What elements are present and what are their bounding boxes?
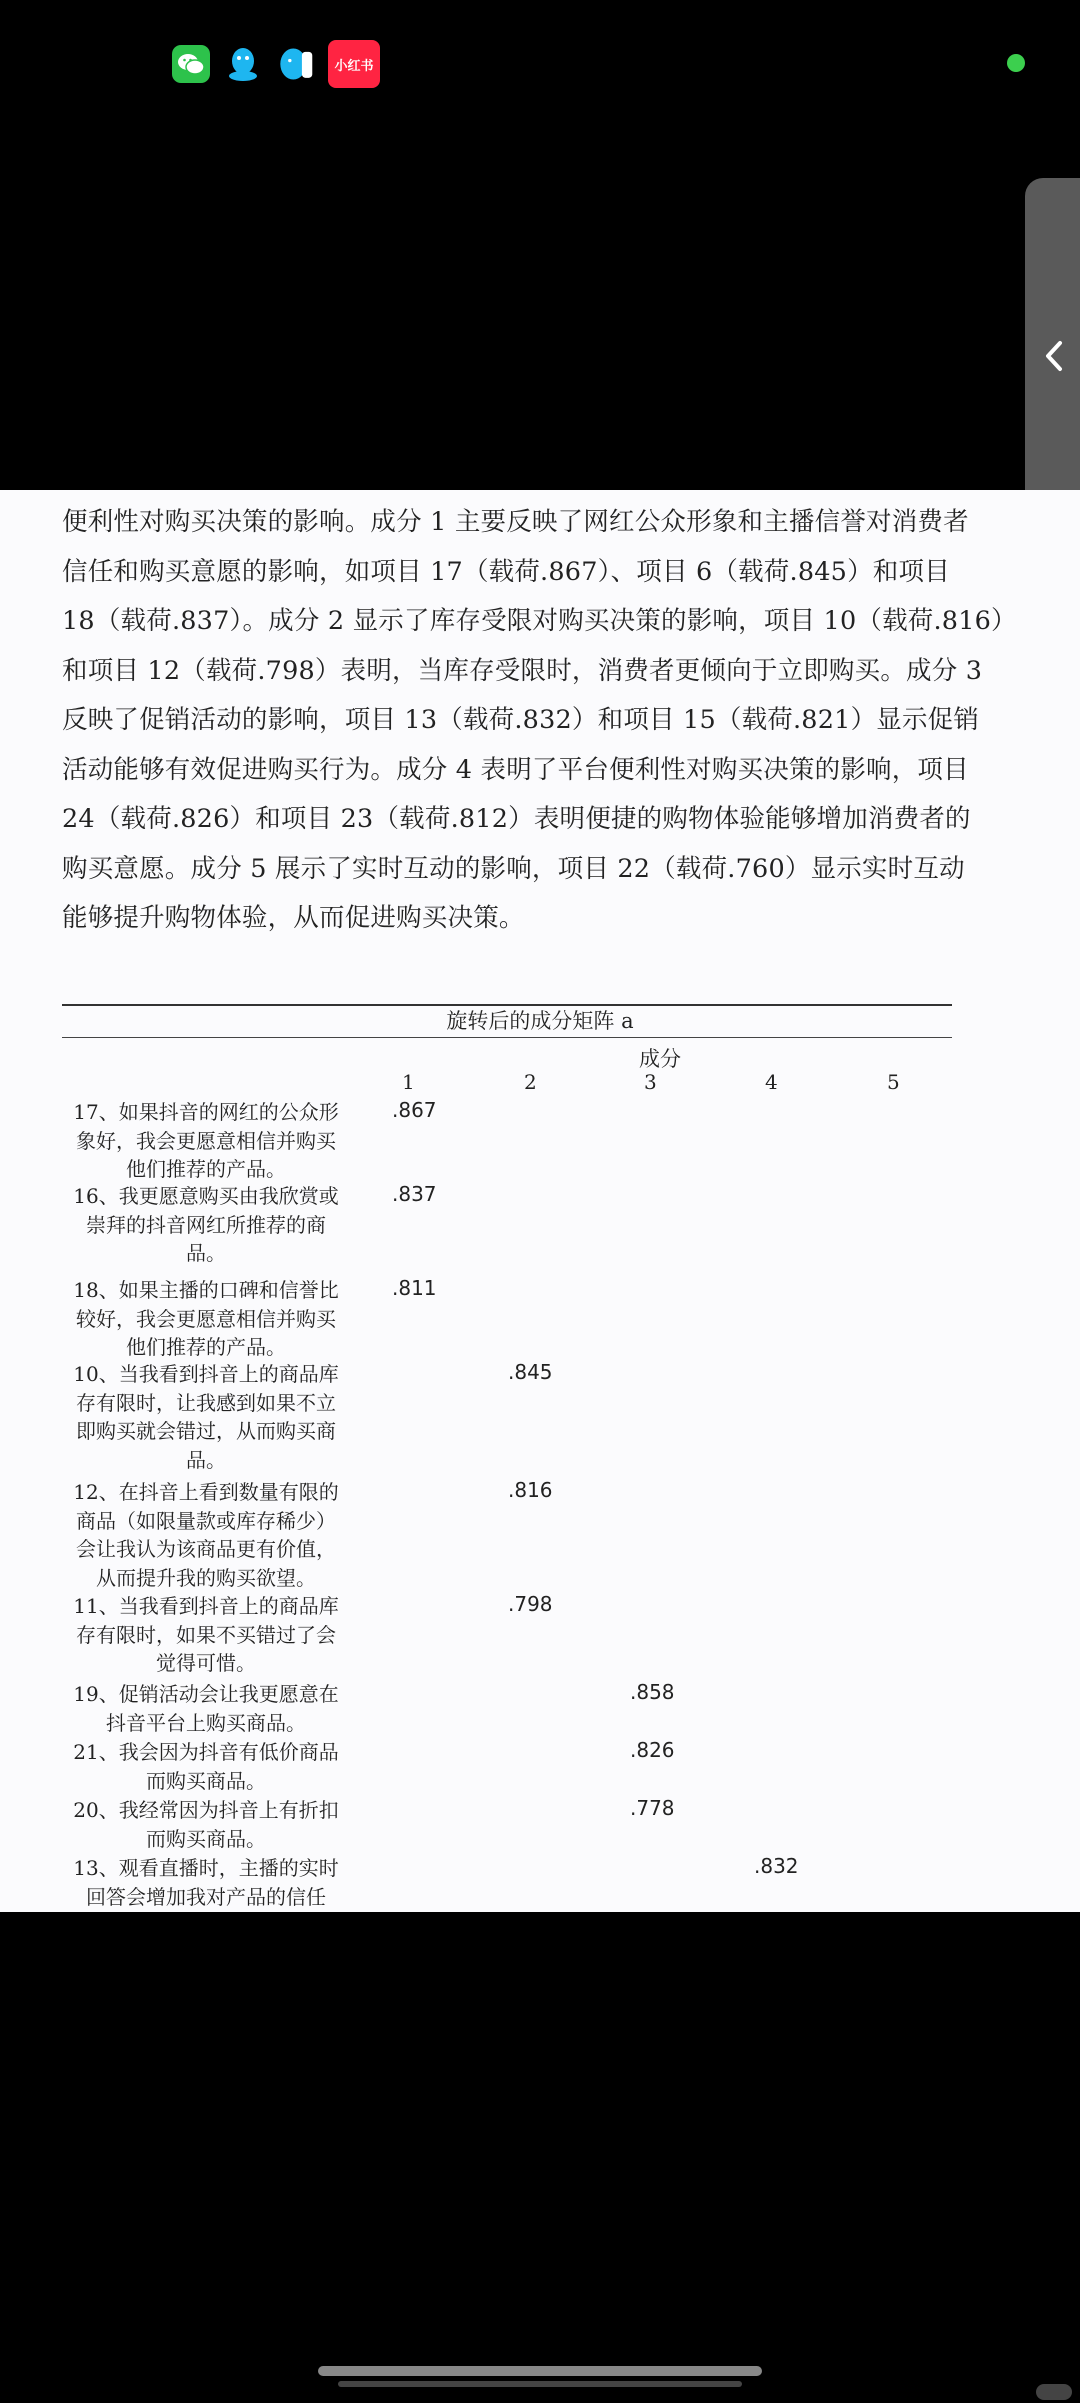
row-label <box>58 1276 354 1362</box>
table-cell-col-4 <box>754 1854 799 1878</box>
row-label <box>58 1592 354 1678</box>
row-label-line: 21、我会因为抖音有低价商品 <box>73 1740 339 1764</box>
row-label-line: 他们推荐的产品。 <box>126 1157 286 1181</box>
row-label-line: 他们推荐的产品。 <box>126 1335 286 1359</box>
column-header-1: 1 <box>402 1070 415 1094</box>
document-page <box>0 490 1080 1912</box>
cell-value: .837 <box>392 1182 437 1206</box>
row-label-line: 10、当我看到抖音上的商品库 <box>73 1362 339 1386</box>
row-label <box>58 1182 354 1268</box>
row-label <box>58 1738 354 1795</box>
row-label <box>58 1478 354 1592</box>
paragraph-line: 购买意愿。成分 5 展示了实时互动的影响，项目 22（载荷.760）显示实时互动 <box>62 853 965 884</box>
row-label-line: 16、我更愿意购买由我欣赏或 <box>73 1184 339 1208</box>
cell-value: .811 <box>392 1276 437 1300</box>
row-label-line: 11、当我看到抖音上的商品库 <box>73 1594 339 1618</box>
cell-value: .826 <box>630 1738 675 1762</box>
table-cell-col-2 <box>508 1592 553 1616</box>
cell-value: .798 <box>508 1592 553 1616</box>
cell-value: .832 <box>754 1854 799 1878</box>
table-cell-col-3 <box>630 1680 675 1704</box>
column-header-3: 3 <box>644 1070 657 1094</box>
paragraph-line: 活动能够有效促进购买行为。成分 4 表明了平台便利性对购买决策的影响，项目 <box>62 754 969 785</box>
column-header-2: 2 <box>524 1070 537 1094</box>
table-cell-col-2 <box>508 1360 553 1384</box>
row-label-line: 品。 <box>186 1447 226 1472</box>
table-cell-col-3 <box>630 1738 675 1762</box>
row-label-line: 13、观看直播时，主播的实时 <box>73 1856 339 1880</box>
cell-value: .778 <box>630 1796 675 1820</box>
table-cell-col-2 <box>508 1478 553 1502</box>
column-header-5: 5 <box>887 1070 900 1094</box>
row-label-line: 而购买商品。 <box>146 1768 266 1793</box>
row-label-line: 商品（如限量款或库存稀少） <box>76 1508 336 1533</box>
row-label-line: 抖音平台上购买商品。 <box>106 1710 306 1735</box>
column-header-4: 4 <box>765 1070 778 1094</box>
camera-indicator-dot <box>1007 54 1025 72</box>
table-title: 旋转后的成分矩阵 a <box>446 1009 634 1033</box>
cell-value: .845 <box>508 1360 553 1384</box>
cell-value: .816 <box>508 1478 553 1502</box>
paragraph-line: 24（载荷.826）和项目 23（载荷.812）表明便捷的购物体验能够增加消费者的 <box>62 804 971 834</box>
row-label <box>58 1098 354 1184</box>
side-panel-handle[interactable] <box>1025 178 1080 533</box>
row-label-line: 品。 <box>186 1241 226 1265</box>
row-label-line: 12、在抖音上看到数量有限的 <box>73 1480 339 1504</box>
row-label-line: 17、如果抖音的网红的公众形 <box>73 1100 339 1124</box>
row-label-line: 存有限时，如果不买错过了会 <box>76 1622 336 1647</box>
qq-icon <box>224 45 262 83</box>
row-label-line: 20、我经常因为抖音上有折扣 <box>73 1798 339 1822</box>
qq-alt-icon <box>276 45 314 83</box>
home-indicator[interactable] <box>318 2366 762 2376</box>
chevron-left-icon <box>1044 339 1066 373</box>
body-paragraph <box>62 498 1017 944</box>
row-label-line: 存有限时，让我感到如果不立 <box>76 1390 336 1415</box>
paragraph-line: 18（载荷.837）。成分 2 显示了库存受限对购买决策的影响，项目 10（载荷.816） <box>62 606 1017 636</box>
row-label-line: 从而提升我的购买欲望。 <box>96 1565 316 1590</box>
table-cell-col-1 <box>392 1098 437 1122</box>
row-label-line: 回答会增加我对产品的信任 <box>86 1884 326 1909</box>
row-label-line: 会让我认为该商品更有价值， <box>76 1537 336 1561</box>
xiaohongshu-label: 小红书 <box>334 58 374 74</box>
component-header: 成分 <box>639 1047 681 1071</box>
table-cell-col-1 <box>392 1182 437 1206</box>
paragraph-line: 和项目 12（载荷.798）表明，当库存受限时，消费者更倾向于立即购买。成分 3 <box>62 655 983 686</box>
paragraph-line: 能够提升购物体验，从而促进购买决策。 <box>62 903 525 933</box>
row-label <box>58 1796 354 1853</box>
paragraph-line: 反映了促销活动的影响，项目 13（载荷.832）和项目 15（载荷.821）显示促销 <box>62 705 980 735</box>
row-label-line: 19、促销活动会让我更愿意在 <box>73 1682 339 1706</box>
row-label-line: 象好，我会更愿意相信并购买 <box>76 1128 336 1153</box>
row-label-line: 即购买就会错过，从而购买商 <box>76 1419 336 1443</box>
paragraph-line: 便利性对购买决策的影响。成分 1 主要反映了网红公众形象和主播信誉对消费者 <box>62 507 969 537</box>
status-bar-icons <box>172 40 380 88</box>
row-label-line: 而购买商品。 <box>146 1826 266 1851</box>
row-label-line: 较好，我会更愿意相信并购买 <box>76 1306 336 1331</box>
corner-badge <box>1036 2384 1072 2400</box>
cell-value: .867 <box>392 1098 437 1122</box>
row-label-line: 18、如果主播的口碑和信誉比 <box>73 1278 339 1302</box>
xiaohongshu-icon <box>328 40 380 88</box>
home-indicator-shadow <box>338 2381 742 2387</box>
row-label <box>58 1680 354 1737</box>
row-label <box>58 1854 354 1911</box>
table-cell-col-3 <box>630 1796 675 1820</box>
row-label-line: 觉得可惜。 <box>156 1651 256 1675</box>
wechat-icon <box>172 45 210 83</box>
cell-value: .858 <box>630 1680 675 1704</box>
row-label <box>58 1360 354 1474</box>
paragraph-line: 信任和购买意愿的影响，如项目 17（载荷.867）、项目 6（载荷.845）和项目 <box>62 556 950 587</box>
table-title-rule <box>62 1037 952 1038</box>
table-cell-col-1 <box>392 1276 437 1300</box>
row-label-line: 崇拜的抖音网红所推荐的商 <box>86 1212 326 1237</box>
